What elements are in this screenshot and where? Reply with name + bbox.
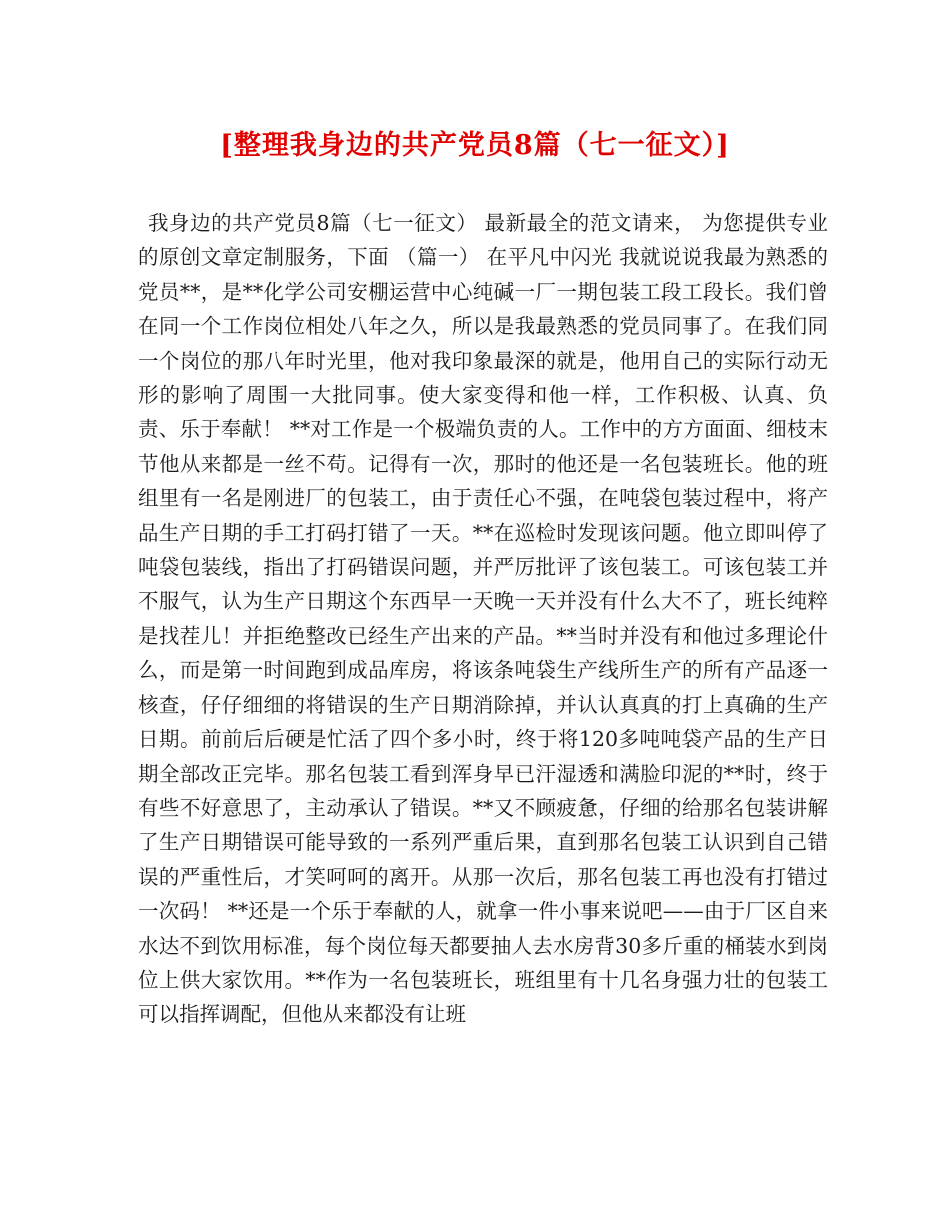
document-title: [整理我身边的共产党员8篇（七一征文）] [220, 130, 730, 161]
document-body-paragraph: 我身边的共产党员8篇（七一征文） 最新最全的范文请来， 为您提供专业的原创文章定制服务，下面 （篇一） 在平凡中闪光 我就说说我最为熟悉的党员**，是**化学公司安棚运营中心纯碱一厂一期包装工段工段长。我们曾在同一个工作岗位相处八年之久，所以是我最熟悉的党员同事了。在我们同一个岗位的那八年时光里，他对我印象最深的就是，他用自己的实际行动无形的影响了周围一大批同事。使大家变得和他一样，工作积极、认真、负责、乐于奉献！ **对工作是一个极端负责的人。工作中的方方面面、细枝末节他从来都是一丝不苟。记得有一次，那时的他还是一名包装班长。他的班组里有一名是刚进厂的包装工，由于责任心不强，在吨袋包装过程中，将产品生产日期的手工打码打错了一天。**在巡检时发现该问题。他立即叫停了吨袋包装线，指出了打码错误问题，并严厉批评了该包装工。可该包装工并不服气，认为生产日期这个东西早一天晚一天并没有什么大不了，班长纯粹是找茬儿！并拒绝整改已经生产出来的产品。**当时并没有和他过多理论什么，而是第一时间跑到成品库房，将该条吨袋生产线所生产的所有产品逐一核查，仔仔细细的将错误的生产日期消除掉，并认认真真的打上真确的生产日期。前前后后硬是忙活了四个多小时，终于将120多吨吨袋产品的生产日期全部改正完毕。那名包装工看到浑身早已汗湿透和满脸印泥的**时，终于有些不好意思了，主动承认了错误。**又不顾疲惫，仔细的给那名包装讲解了生产日期错误可能导致的一系列严重后果，直到那名包装工认识到自己错误的严重性后，才笑呵呵的离开。从那一次后，那名包装工再也没有打错过一次码！ **还是一个乐于奉献的人，就拿一件小事来说吧——由于厂区自来水达不到饮用标准，每个岗位每天都要抽人去水房背30多斤重的桶装水到岗位上供大家饮用。**作为一名包装班长，班组里有十几名身强力壮的包装工可以指挥调配，但他从来都没有让班 [138, 211, 828, 1027]
